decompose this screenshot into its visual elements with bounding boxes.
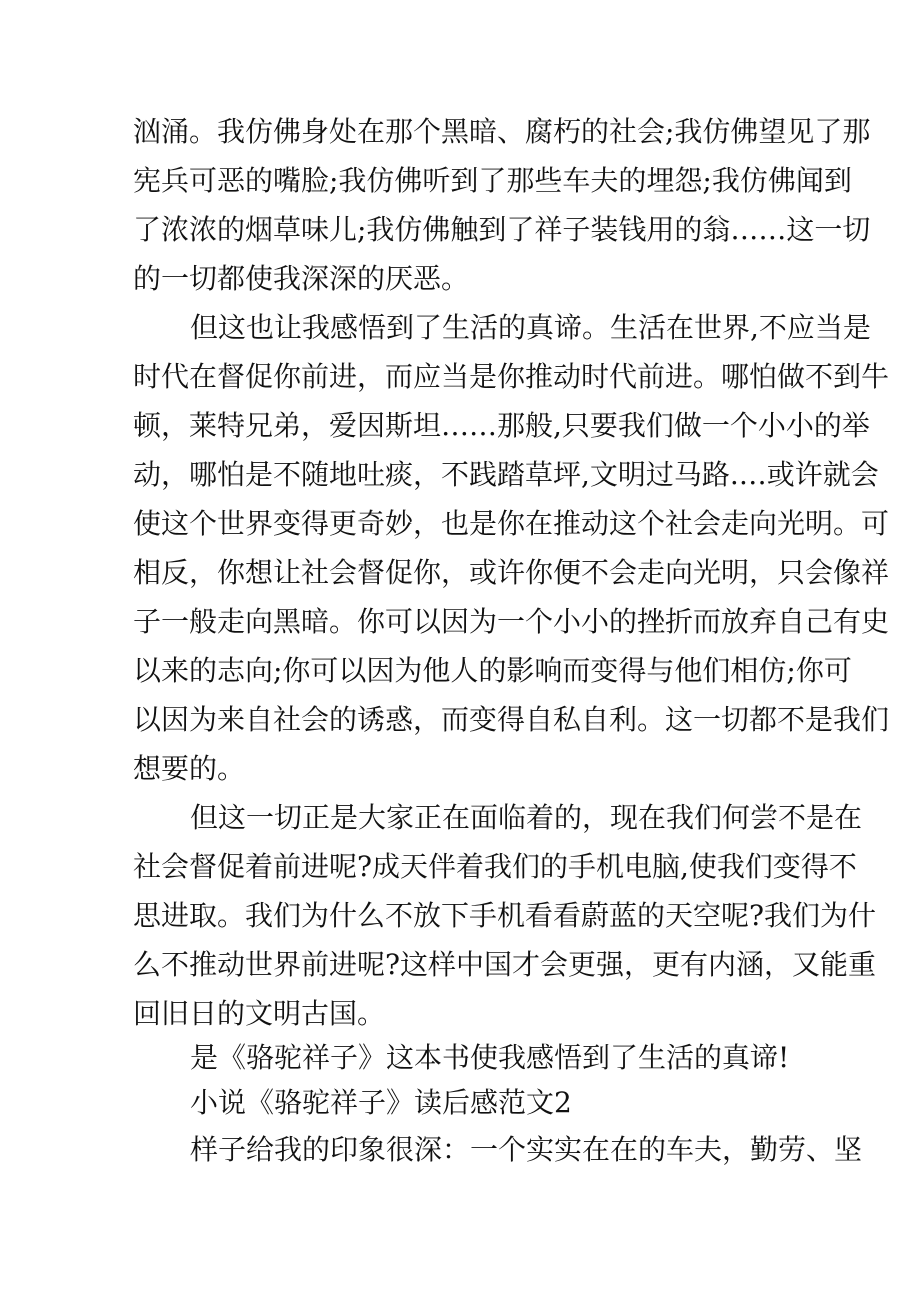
text-line: 子一般走向黑暗。你可以因为一个小小的挫折而放弃自己有史 <box>133 605 890 638</box>
text-line: 顿，莱特兄弟，爱因斯坦……那般,只要我们做一个小小的举 <box>133 409 870 442</box>
text-line: 以因为来自社会的诱惑，而变得自私自利。这一切都不是我们 <box>133 703 890 736</box>
text-line: 想要的。 <box>133 752 246 785</box>
paragraph-start-line: 样子给我的印象很深：一个实实在在的车夫，勤劳、坚 <box>190 1133 863 1166</box>
text-line: 使这个世界变得更奇妙，也是你在推动这个社会走向光明。可 <box>133 507 890 540</box>
text-line: 汹涌。我仿佛身处在那个黑暗、腐朽的社会;我仿佛望见了那 <box>133 115 871 148</box>
text-line: 回旧日的文明古国。 <box>133 997 386 1030</box>
text-line: 时代在督促你前进，而应当是你推动时代前进。哪怕做不到牛 <box>133 360 890 393</box>
paragraph-start-line: 但这一切正是大家正在面临着的，现在我们何尝不是在 <box>190 801 863 834</box>
text-line: 思进取。我们为什么不放下手机看看蔚蓝的天空呢?我们为什 <box>133 899 877 932</box>
text-line: 社会督促着前进呢?成天伴着我们的手机电脑,使我们变得不 <box>133 850 857 883</box>
text-line: 了浓浓的烟草味儿;我仿佛触到了祥子装钱用的翁……这一切 <box>133 213 871 246</box>
text-line: 动，哪怕是不随地吐痰，不践踏草坪,文明过马路.…或许就会 <box>133 458 879 491</box>
text-line: 以来的志向;你可以因为他人的影响而变得与他们相仿;你可 <box>133 654 852 687</box>
text-line: 的一切都使我深深的厌恶。 <box>133 262 470 295</box>
text-line: 相反，你想让社会督促你，或许你便不会走向光明，只会像祥 <box>133 556 890 589</box>
paragraph-start-line: 但这也让我感悟到了生活的真谛。生活在世界,不应当是 <box>190 311 871 344</box>
section-heading: 小说《骆驼祥子》读后感范文2 <box>190 1086 572 1119</box>
text-line: 宪兵可恶的嘴脸;我仿佛听到了那些车夫的埋怨;我仿佛闻到 <box>133 164 852 197</box>
text-line: 么不推动世界前进呢?这样中国才会更强，更有内涵，又能重 <box>133 948 877 981</box>
paragraph-start-line: 是《骆驼祥子》这本书使我感悟到了生活的真谛! <box>190 1041 790 1074</box>
